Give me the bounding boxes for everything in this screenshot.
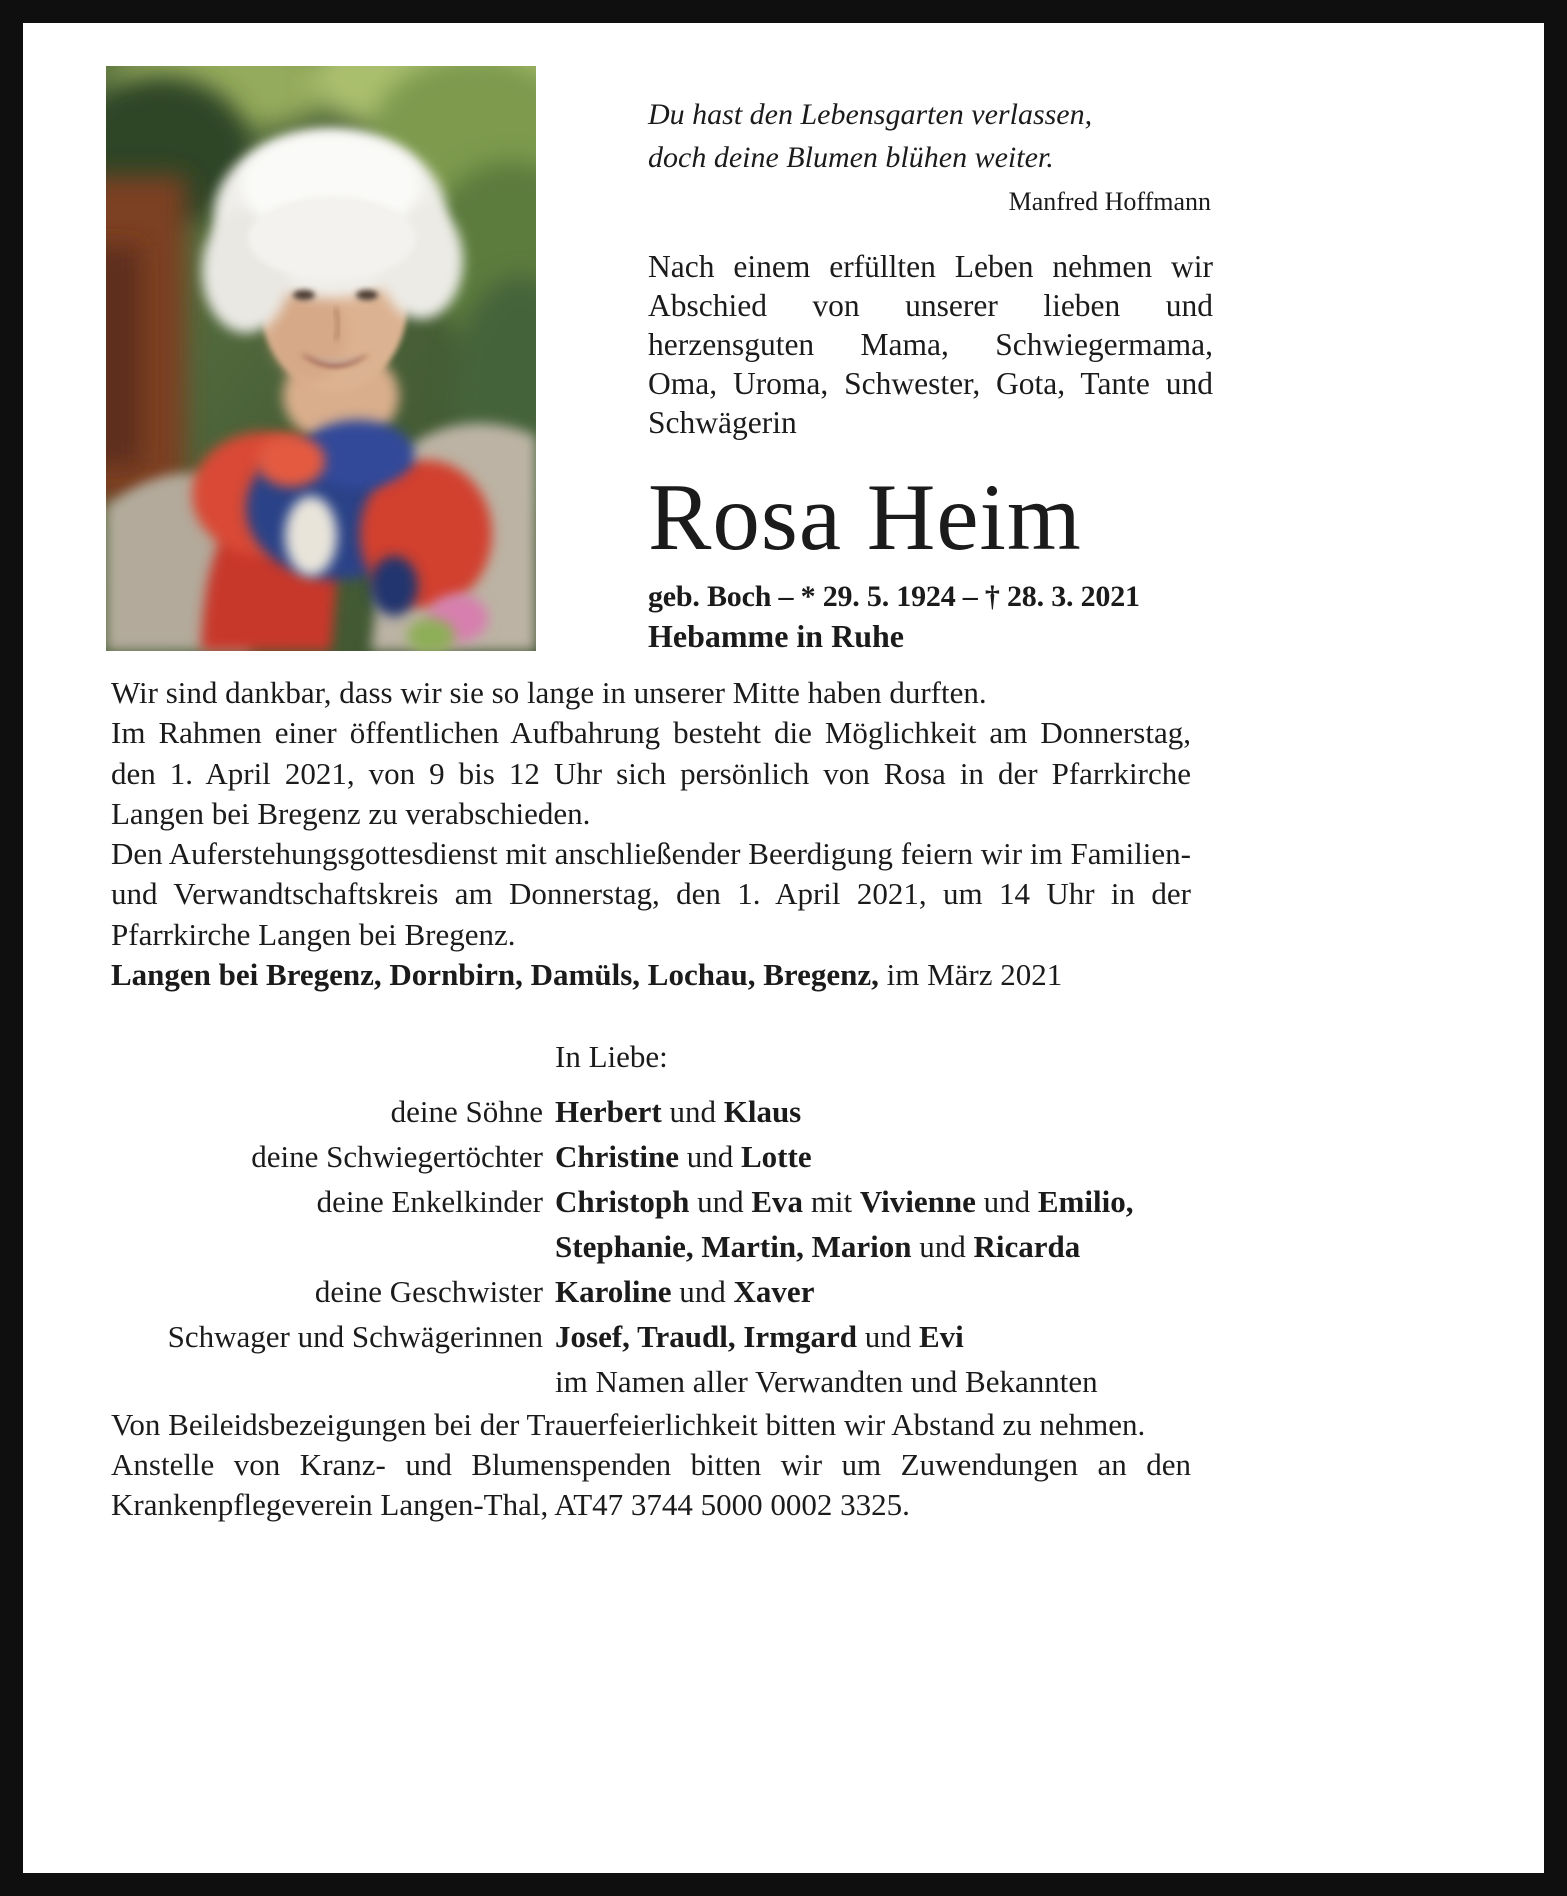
family-name: Vivienne [859, 1184, 976, 1220]
quote-line-2: doch deine Blumen blühen weiter. [648, 140, 1054, 174]
family-name: Klaus [723, 1094, 802, 1130]
connector: und [689, 1184, 752, 1220]
places-date: im März 2021 [878, 957, 1063, 993]
family-role-label: deine Schwiegertöchter [251, 1139, 543, 1175]
connector: und [856, 1319, 919, 1354]
family-names [555, 1135, 1191, 1180]
family-name: Christine [555, 1139, 679, 1175]
family-name: Karoline [555, 1274, 672, 1310]
family-names [555, 1270, 1191, 1315]
intro-paragraph: Nach einem erfüllten Leben nehmen wir Abschied von unserer lieben und herzensguten Mama, Schwiegermama, Oma, Uroma, Schwester, Gota, Tante und Schwägerin [648, 249, 1213, 441]
family-name: Eva [751, 1184, 804, 1220]
connector: mit [803, 1184, 860, 1220]
family-name: Josef, Traudl, Irmgard [555, 1319, 857, 1354]
family-role-label: deine Enkelkinder [316, 1184, 543, 1220]
places-bold: Langen bei Bregenz, Dornbirn, Damüls, Lochau, Bregenz, [111, 957, 879, 993]
connector: und [911, 1229, 974, 1265]
family-name: Evi [918, 1319, 964, 1354]
family-names [555, 1090, 1191, 1135]
funeral-paragraph: Den Auferstehungsgottesdienst mit anschließender Beerdigung feiern wir im Familien- und Verwandtschaftskreis am Donnerstag, den 1. April 2021, um 14 Uhr in der Pfarrkirche Langen bei Bregenz. [111, 836, 1191, 952]
deceased-dates: geb. Boch – * 29. 5. 1924 – † 28. 3. 2021 [648, 580, 1140, 614]
in-liebe-heading: In Liebe: [555, 1039, 668, 1075]
main-text [111, 673, 1191, 1526]
family-role-label [111, 1225, 543, 1270]
top-section [106, 66, 1213, 655]
family-role-label: deine Geschwister [314, 1274, 543, 1310]
connector: und [661, 1094, 724, 1130]
family-role-label: Schwager und Schwägerinnen [167, 1319, 543, 1354]
behalf-line: im Namen aller Verwandten und Bekannten [555, 1363, 1098, 1399]
quote-author: Manfred Hoffmann [1008, 187, 1211, 217]
family-name: Christoph [555, 1184, 690, 1220]
family-names [555, 1225, 1191, 1270]
closing-list [111, 1035, 1191, 1405]
donations-paragraph: Anstelle von Kranz- und Blumenspenden bitten wir um Zuwendungen an den Krankenpflegeverein Langen-Thal, AT47 3744 5000 0002 3325. [111, 1447, 1191, 1523]
family-name: Stephanie, Martin, Marion [555, 1229, 912, 1265]
quote-line-1: Du hast den Lebensgarten verlassen, [648, 98, 1093, 131]
condolence-paragraph: Von Beileidsbezeigungen bei der Trauerfeierlichkeit bitten wir Abstand zu nehmen. [111, 1406, 1146, 1442]
connector: und [671, 1274, 734, 1310]
family-name: Lotte [741, 1139, 812, 1175]
thanks-paragraph: Wir sind dankbar, dass wir sie so lange in unserer Mitte haben durften. [111, 675, 987, 710]
deceased-profession: Hebamme in Ruhe [648, 618, 904, 655]
memorial-card [23, 23, 1544, 1873]
family-name: Emilio, [1037, 1184, 1134, 1220]
spacer-cell [111, 1035, 543, 1090]
family-name: Ricarda [973, 1229, 1081, 1265]
family-names [555, 1315, 1191, 1360]
connector: und [679, 1139, 741, 1175]
header-column [648, 66, 1213, 655]
family-name: Herbert [555, 1094, 662, 1130]
deceased-name: Rosa Heim [648, 464, 1082, 571]
family-names [555, 1180, 1191, 1225]
memorial-quote [648, 94, 1213, 179]
connector: und [975, 1184, 1038, 1220]
spacer-cell [111, 1360, 543, 1405]
places-line [111, 955, 1191, 995]
portrait-photo [106, 66, 536, 651]
family-name: Xaver [733, 1274, 815, 1310]
viewing-paragraph: Im Rahmen einer öffentlichen Aufbahrung besteht die Möglichkeit am Donnerstag, den 1. April 2021, von 9 bis 12 Uhr sich persönlich von Rosa in der Pfarrkirche Langen bei Bregenz zu verabschieden. [111, 715, 1191, 831]
family-role-label: deine Söhne [390, 1094, 543, 1130]
